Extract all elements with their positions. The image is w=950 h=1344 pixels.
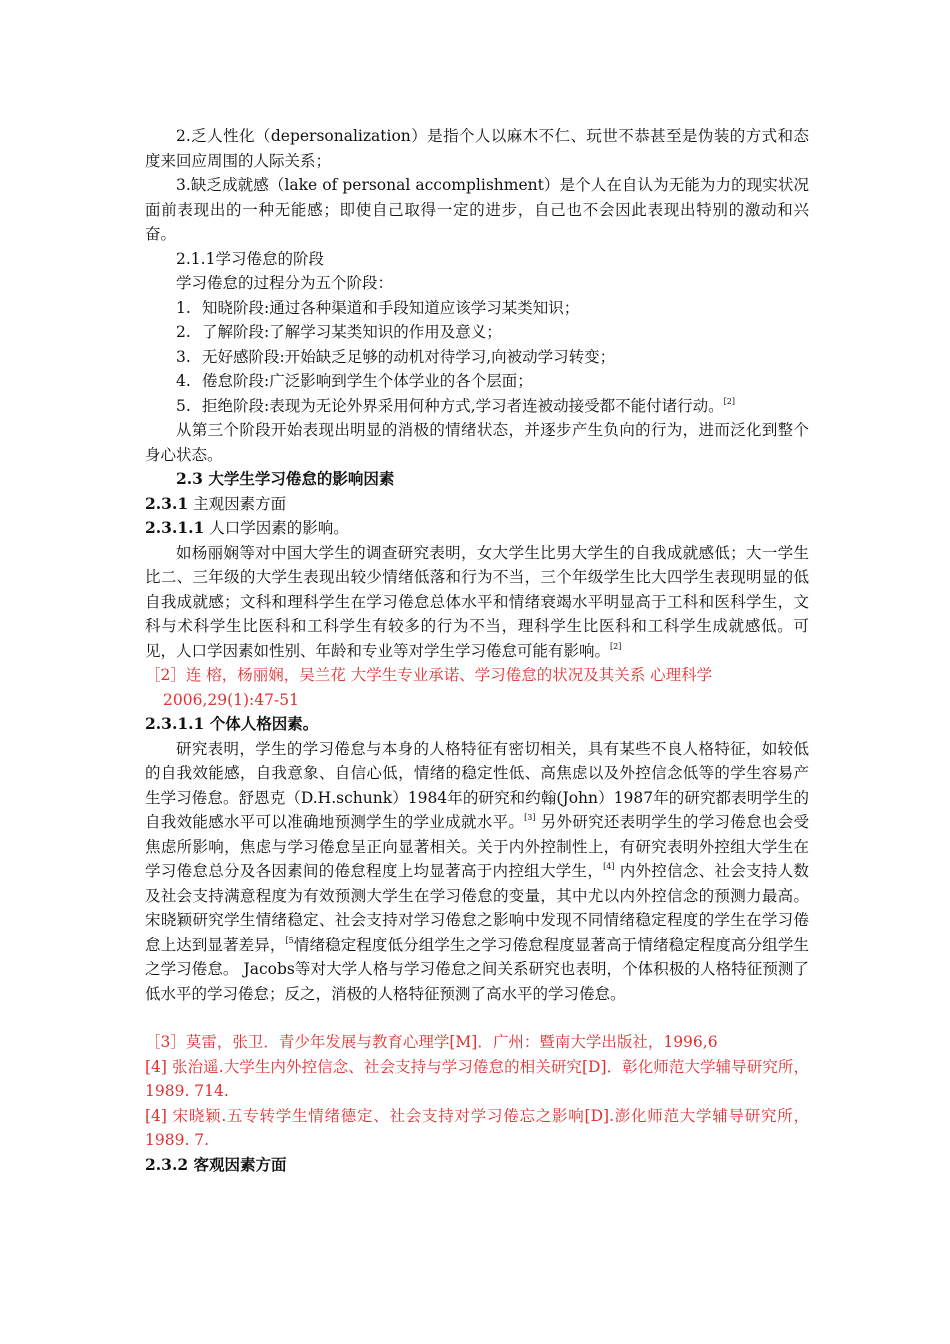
- spacer: [145, 1006, 809, 1030]
- citation-marker: [3]: [524, 813, 536, 822]
- list-item: 2. 了解阶段:了解学习某类知识的作用及意义；: [176, 323, 502, 341]
- list-item: 1. 知晓阶段:通过各种渠道和手段知道应该学习某类知识；: [176, 298, 580, 317]
- paragraph-personality: 研究表明，学生的学习倦怠与本身的人格特征有密切相关，具有某些不良人格特征，如较低的自我效能感，自我意象、自信心低，情绪的稳定性低、高焦虑以及外控信念低等的学生容易产生学习倦怠。舒恩克（D.H.schunk）1984年的研究和约翰(John）1987年的研究都表明学生的自我效能感水平可以准确地预测学生的学业成就水平。[3] 另外研究还表明学生的学习倦怠也会受焦虑所影响，焦虑与学习倦怠呈正向显著相关。关于内外控制性上，有研究表明外控组大学生在学习倦怠总分及各因素间的倦怠程度上均显著高于内控组大学生，[4] 内外控信念、社会支持人数及社会支持满意程度为有效预测大学生在学习倦怠的变量，其中尤以内外控信念的预测力最高。宋晓颖研究学生情绪稳定、社会支持对学习倦怠之影响中发现不同情绪稳定程度的学生在学习倦怠上达到显著差异，$^{[5}$情绪稳定程度低分组学生之学习倦怠程度显著高于情绪稳定程度高分组学生之学习倦怠。 Jacobs等对大学人格与学习倦怠之间关系研究也表明，个体积极的人格特征预测了低水平的学习倦怠；反之，消极的人格特征预测了高水平的学习倦怠。: [145, 739, 809, 1003]
- paragraph-demographic: 如杨丽娴等对中国大学生的调查研究表明，女大学生比男大学生的自我成就感低；大一学生比二、三年级的大学生表现出较少情绪低落和行为不当，三个年级学生比大四学生表现明显的低自我成就感；文科和理科学生在学习倦怠总体水平和情绪衰竭水平明显高于工科和医科学生，文科与术科学生比医科和工科学生有较多的行为不当，理科学生比医科和工科学生成就感低。可见，人口学因素如性别、年龄和专业等对学生学习倦怠可能有影响。[2]: [145, 543, 809, 660]
- reference-4b: [4] 宋晓颖.五专转学生情绪德定、社会支持对学习倦忘之影响[D].澎化师范大学辅导研究所，1989. 7.: [145, 1106, 809, 1149]
- citation-marker: [2]: [610, 641, 622, 651]
- paragraph-accomplishment: 3.缺乏成就感（lake of personal accomplishment）是个人在自认为无能为力的现实状况面前表现出的一种无能感；即使自己取得一定的进步，自己也不会因此表现出特别的激动和兴奋。: [145, 176, 809, 243]
- reference-2-continued: 2006,29(1):47-51: [163, 690, 299, 709]
- list-item: 5. 拒绝阶段:表现为无论外界采用何种方式,学习者连被动接受都不能付诸行动。[2]: [176, 396, 735, 415]
- stages-intro: 学习倦怠的过程分为五个阶段：: [176, 274, 394, 292]
- citation-marker: [4]: [603, 862, 615, 871]
- citation-marker: [2]: [723, 396, 735, 406]
- list-item: 4. 倦怠阶段:广泛影响到学生个体学业的各个层面；: [176, 372, 533, 390]
- document-page: [145, 124, 809, 1177]
- list-item: 3. 无好感阶段:开始缺乏足够的动机对待学习,向被动学习转变；: [176, 347, 616, 366]
- paragraph-depersonalization: 2.乏人性化（depersonalization）是指个人以麻木不仁、玩世不恭甚至是伪装的方式和态度来回应周围的人际关系；: [145, 127, 809, 170]
- section-heading-2-3-1: 2.3.1 主观因素方面: [145, 493, 287, 513]
- reference-3: ［3］莫雷，张卫．青少年发展与教育心理学[M]．广州：暨南大学出版社，1996,6: [145, 1033, 718, 1051]
- citation-marker: [5: [285, 935, 294, 945]
- section-heading-2-3-1-1-demographic: 2.3.1.1 人口学因素的影响。: [145, 518, 349, 537]
- reference-2: ［2］连 榕，杨丽娴，吴兰花 大学生专业承诺、学习倦怠的状况及其关系 心理科学: [145, 666, 713, 684]
- section-heading-2-3: 2.3 大学生学习倦怠的影响因素: [176, 469, 395, 488]
- section-heading-2-1-1: 2.1.1学习倦怠的阶段: [176, 249, 324, 268]
- reference-4a: [4] 张治遥.大学生内外控信念、社会支持与学习倦怠的相关研究[D]．彰化师范大学辅导研究所，1989. 714.: [145, 1057, 809, 1100]
- paragraph-stage3: 从第三个阶段开始表现出明显的消极的情绪状态，并逐步产生负向的行为，进而泛化到整个身心状态。: [145, 421, 809, 464]
- section-heading-2-3-1-1-personality: 2.3.1.1 个体人格因素。: [145, 714, 319, 733]
- section-heading-2-3-2: 2.3.2 客观因素方面: [145, 1154, 287, 1174]
